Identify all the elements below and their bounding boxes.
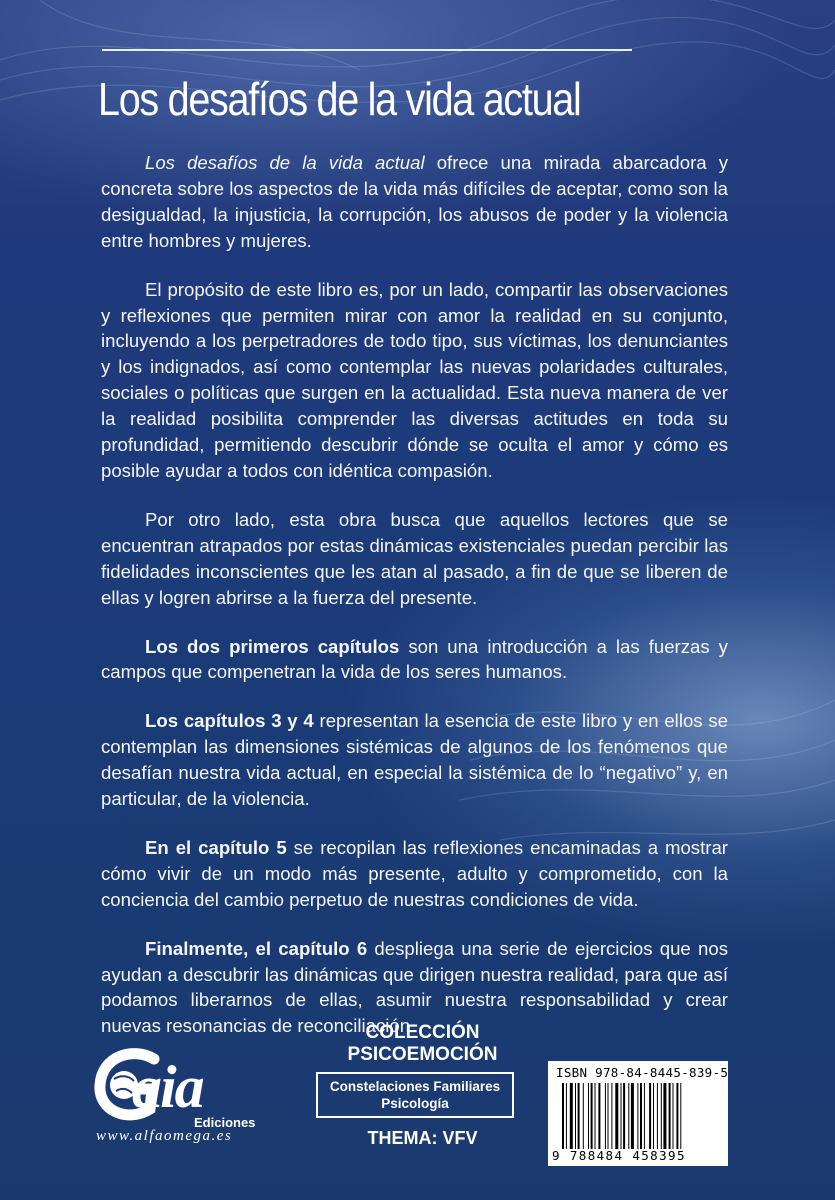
subject-item: Psicología (381, 1096, 449, 1111)
barcode-bar (611, 1083, 612, 1149)
barcode-bar (663, 1083, 666, 1149)
barcode-bar (588, 1083, 589, 1149)
publisher-url: www.alfaomega.es (96, 1128, 233, 1144)
paragraph-purpose: El propósito de este libro es, por un lado, compartir las observaciones y reflexiones que permiten mirar con amor la realidad en su conjunto, incluyendo a los perpetradores de todo tipo, sus víctimas, los denunciantes y los indignados, así como contemplar las nuevas polaridades culturales, sociales o políticas que surgen en la actualidad. Esta nueva manera de ver la realidad posibilita comprender las diversas actitudes en toda su profundidad, permitiendo descubrir dónde se oculta el amor y cómo es posible ayudar a todos con idéntica compasión. (101, 278, 728, 481)
logo-subtitle: Ediciones (194, 1115, 256, 1130)
barcode-bar (661, 1083, 662, 1149)
top-rule (102, 49, 632, 51)
barcode-bars (562, 1083, 720, 1149)
chapters-1-2-text: son una introducción a las fuerzas y campos que compenetran la vida de los seres humanos. (101, 635, 728, 683)
book-title: Los desafíos de la vida actual (98, 73, 581, 125)
barcode-bar (566, 1083, 567, 1149)
thema-code: THEMA: VFV (367, 1128, 478, 1148)
chapter-5-text: se recopilan las reflexiones encaminadas a mostrar cómo vivir de un modo más presente, adulto y comprometido, con la conciencia del cambio perpetuo de nuestras condiciones de vida. (101, 836, 728, 910)
paragraph-chapters-3-4 (101, 708, 728, 812)
isbn-label: ISBN 978-84-8445-839-5 (556, 1065, 729, 1080)
barcode-bar (575, 1083, 576, 1149)
barcode-bar (631, 1083, 634, 1149)
chapters-3-4-label: Los capítulos 3 y 4 (145, 710, 314, 732)
paragraph-chapters-1-2 (101, 634, 728, 686)
chapter-6-label: Finalmente, el capítulo 6 (145, 937, 368, 959)
barcode-bar (640, 1083, 642, 1149)
collection-block (310, 1022, 535, 1066)
barcode-bar (623, 1083, 625, 1149)
logo-wordmark: aia (132, 1054, 203, 1120)
paragraph-chapter-5 (101, 835, 728, 913)
subject-item: Constelaciones Familiares (329, 1079, 501, 1094)
barcode-bar (583, 1083, 584, 1149)
paragraph-intro-text: ofrece una mirada abarcadora y concreta sobre los aspectos de la vida más difíciles de aceptar, como son la desigualdad, la injusticia, la corrupción, los abusos de poder y la violencia entre hombres y mujeres. (101, 152, 728, 251)
collection-label: COLECCIÓN (365, 1022, 480, 1043)
barcode-bar (605, 1083, 606, 1149)
chapter-6-text: despliega una serie de ejercicios que nos ayudan a descubrir las dinámicas que dirigen nuestra realidad, para que así podamos liberarnos de ellas, asumir nuestra responsabilidad y crear nuevas resonancias de reconciliación. (101, 937, 728, 1037)
barcode-digits: 9 788484 458395 (552, 1148, 686, 1163)
barcode-bar (676, 1083, 678, 1149)
barcode-bar (649, 1083, 651, 1149)
barcode-bar (615, 1083, 618, 1149)
barcode-bar (680, 1083, 681, 1149)
barcode-bar (669, 1083, 671, 1149)
subjects-box (316, 1072, 514, 1118)
barcode-bar (653, 1083, 654, 1149)
barcode-bar (562, 1083, 564, 1149)
paragraph-readers: Por otro lado, esta obra busca que aquellos lectores que se encuentran atrapados por estas dinámicas existenciales puedan percibir las fidelidades inconscientes que les atan al pasado, a fin de que se liberen de ellas y logren abrirse a la fuerza del presente. (101, 508, 728, 608)
chapters-3-4-text: representan la esencia de este libro y en ellos se contemplan las dimensiones sistémicas de algunos de los fenómenos que desafían nuestra vida actual, en especial la sistémica de lo “negativo” y, en particular, de la violencia. (101, 710, 728, 810)
barcode-bar (578, 1083, 580, 1149)
barcode-bar (637, 1083, 638, 1149)
barcode-bar (570, 1083, 573, 1149)
barcode-bar (644, 1083, 645, 1149)
barcode-bar (598, 1083, 600, 1149)
book-title-inline: Los desafíos de la vida actual (145, 152, 425, 173)
barcode-bar (608, 1083, 609, 1149)
collection-name: PSICOEMOCIÓN (347, 1044, 498, 1065)
chapters-1-2-label: Los dos primeros capítulos (145, 635, 400, 657)
chapter-5-label: En el capítulo 5 (145, 836, 287, 858)
back-cover-text (101, 150, 728, 1062)
barcode-bar (657, 1083, 658, 1149)
isbn-barcode (548, 1061, 728, 1166)
paragraph-intro (101, 150, 728, 254)
barcode-bar (595, 1083, 596, 1149)
barcode-bar (621, 1083, 622, 1149)
barcode-bar (628, 1083, 629, 1149)
barcode-bar (591, 1083, 593, 1149)
barcode-bar (673, 1083, 674, 1149)
